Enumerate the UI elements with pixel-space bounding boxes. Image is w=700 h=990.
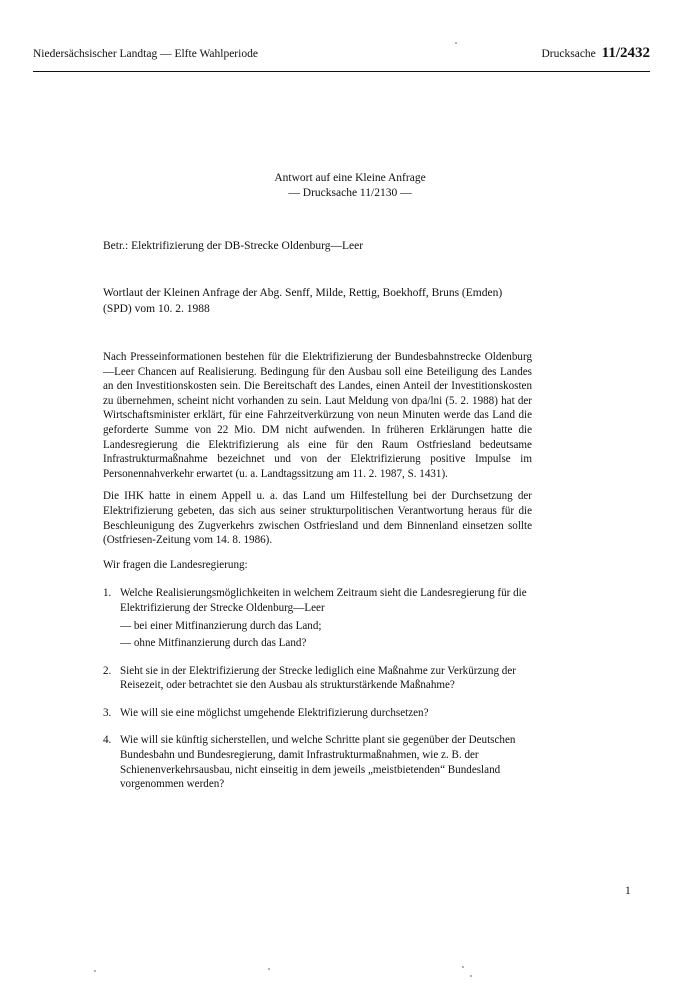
question-number: 1. [103, 587, 112, 600]
question-text-block [120, 586, 532, 650]
title-line-2: — Drucksache 11/2130 — [288, 187, 412, 199]
document-body [103, 350, 532, 805]
question-item [103, 586, 532, 650]
scan-speck [462, 966, 464, 968]
question-lead: Wir fragen die Landesregierung: [103, 558, 248, 571]
header-drucksache-number: 11/2432 [601, 45, 650, 61]
question-text: Wie will sie künftig sicherstellen, und welche Schritte plant sie gegenüber der Deutschen Bundesbahn und Bundesregierung, damit Infrastrukturmaßnahmen, wie z. B. der Schienenverkehrsausbau, nicht einseitig in dem jeweils „meistbietenden“ Bundesland vorgenommen werden? [120, 734, 516, 791]
question-text: Welche Realisierungsmöglichkeiten in welchem Zeitraum sieht die Landesregierung für die Elektrifizierung der Strecke Oldenburg—Leer [120, 587, 527, 614]
scan-speck [94, 970, 96, 972]
header-drucksache-label: Drucksache [541, 48, 596, 60]
question-item [103, 706, 532, 721]
paragraph: Nach Presseinformationen bestehen für die Elektrifizierung der Bundesbahnstrecke Oldenburg—Leer Chancen auf Realisierung. Bedingung für den Ausbau soll eine Beteiligung des Landes an den Investitionskosten sein. Die Bereitschaft des Landes, einen Anteil der Investitionskosten zu übernehmen, scheint nicht vorhanden zu sein. Laut Meldung von dpa/lni (5. 2. 1988) hat der Wirtschaftsminister erklärt, für eine Fahrzeitverkürzung von neun Minuten werde das Land die geforderte Summe von 22 Mio. DM nicht aufwenden. In früheren Erklärungen hatte die Landesregierung die Elektrifizierung als eine für den Raum Ostfriesland bedeutsame Infrastrukturmaßnahme bezeichnet und von der Elektrifizierung positive Impulse im Personennahverkehr erwartet (u. a. Landtagssitzung am 11. 2. 1987, S. 1431). [103, 351, 532, 480]
subject-line: Betr.: Elektrifizierung der DB-Strecke Oldenburg—Leer [103, 240, 364, 252]
page-number: 1 [625, 885, 631, 897]
header-drucksache [542, 45, 651, 62]
scan-speck [470, 975, 472, 977]
document-title [0, 171, 700, 201]
question-subitem: — ohne Mitfinanzierung durch das Land? [120, 637, 307, 650]
question-subitem: — bei einer Mitfinanzierung durch das Land; [120, 619, 322, 632]
paragraph: Die IHK hatte in einem Appell u. a. das Land um Hilfestellung bei der Durchsetzung der Elektrifizierung gebeten, das sich aus seiner strukturpolitischen Verantwortung heraus für die Beschleunigung des Zugverkehrs zwischen Ostfriesland und dem Binnenland einsetzen sollte (Ostfriesen-Zeitung vom 14. 8. 1986). [103, 490, 532, 547]
question-number: 4. [103, 734, 112, 747]
scan-speck [455, 42, 457, 44]
scan-speck [268, 968, 270, 970]
header-rule [33, 71, 650, 72]
question-number: 2. [103, 664, 112, 677]
question-number: 3. [103, 706, 112, 719]
question-item [103, 733, 532, 791]
title-line-1: Antwort auf eine Kleine Anfrage [274, 172, 426, 184]
question-text: Wie will sie eine möglichst umgehende Elektrifizierung durchsetzen? [120, 706, 429, 719]
question-item [103, 664, 532, 693]
header-left-title: Niedersächsischer Landtag — Elfte Wahlperiode [33, 48, 258, 60]
wortlaut-line: Wortlaut der Kleinen Anfrage der Abg. Senff, Milde, Rettig, Boekhoff, Bruns (Emden) (SPD) vom 10. 2. 1988 [103, 287, 503, 315]
question-text: Sieht sie in der Elektrifizierung der Strecke lediglich eine Maßnahme zur Verkürzung der Reisezeit, oder betrachtet sie den Ausbau als strukturstärkende Maßnahme? [120, 664, 516, 692]
